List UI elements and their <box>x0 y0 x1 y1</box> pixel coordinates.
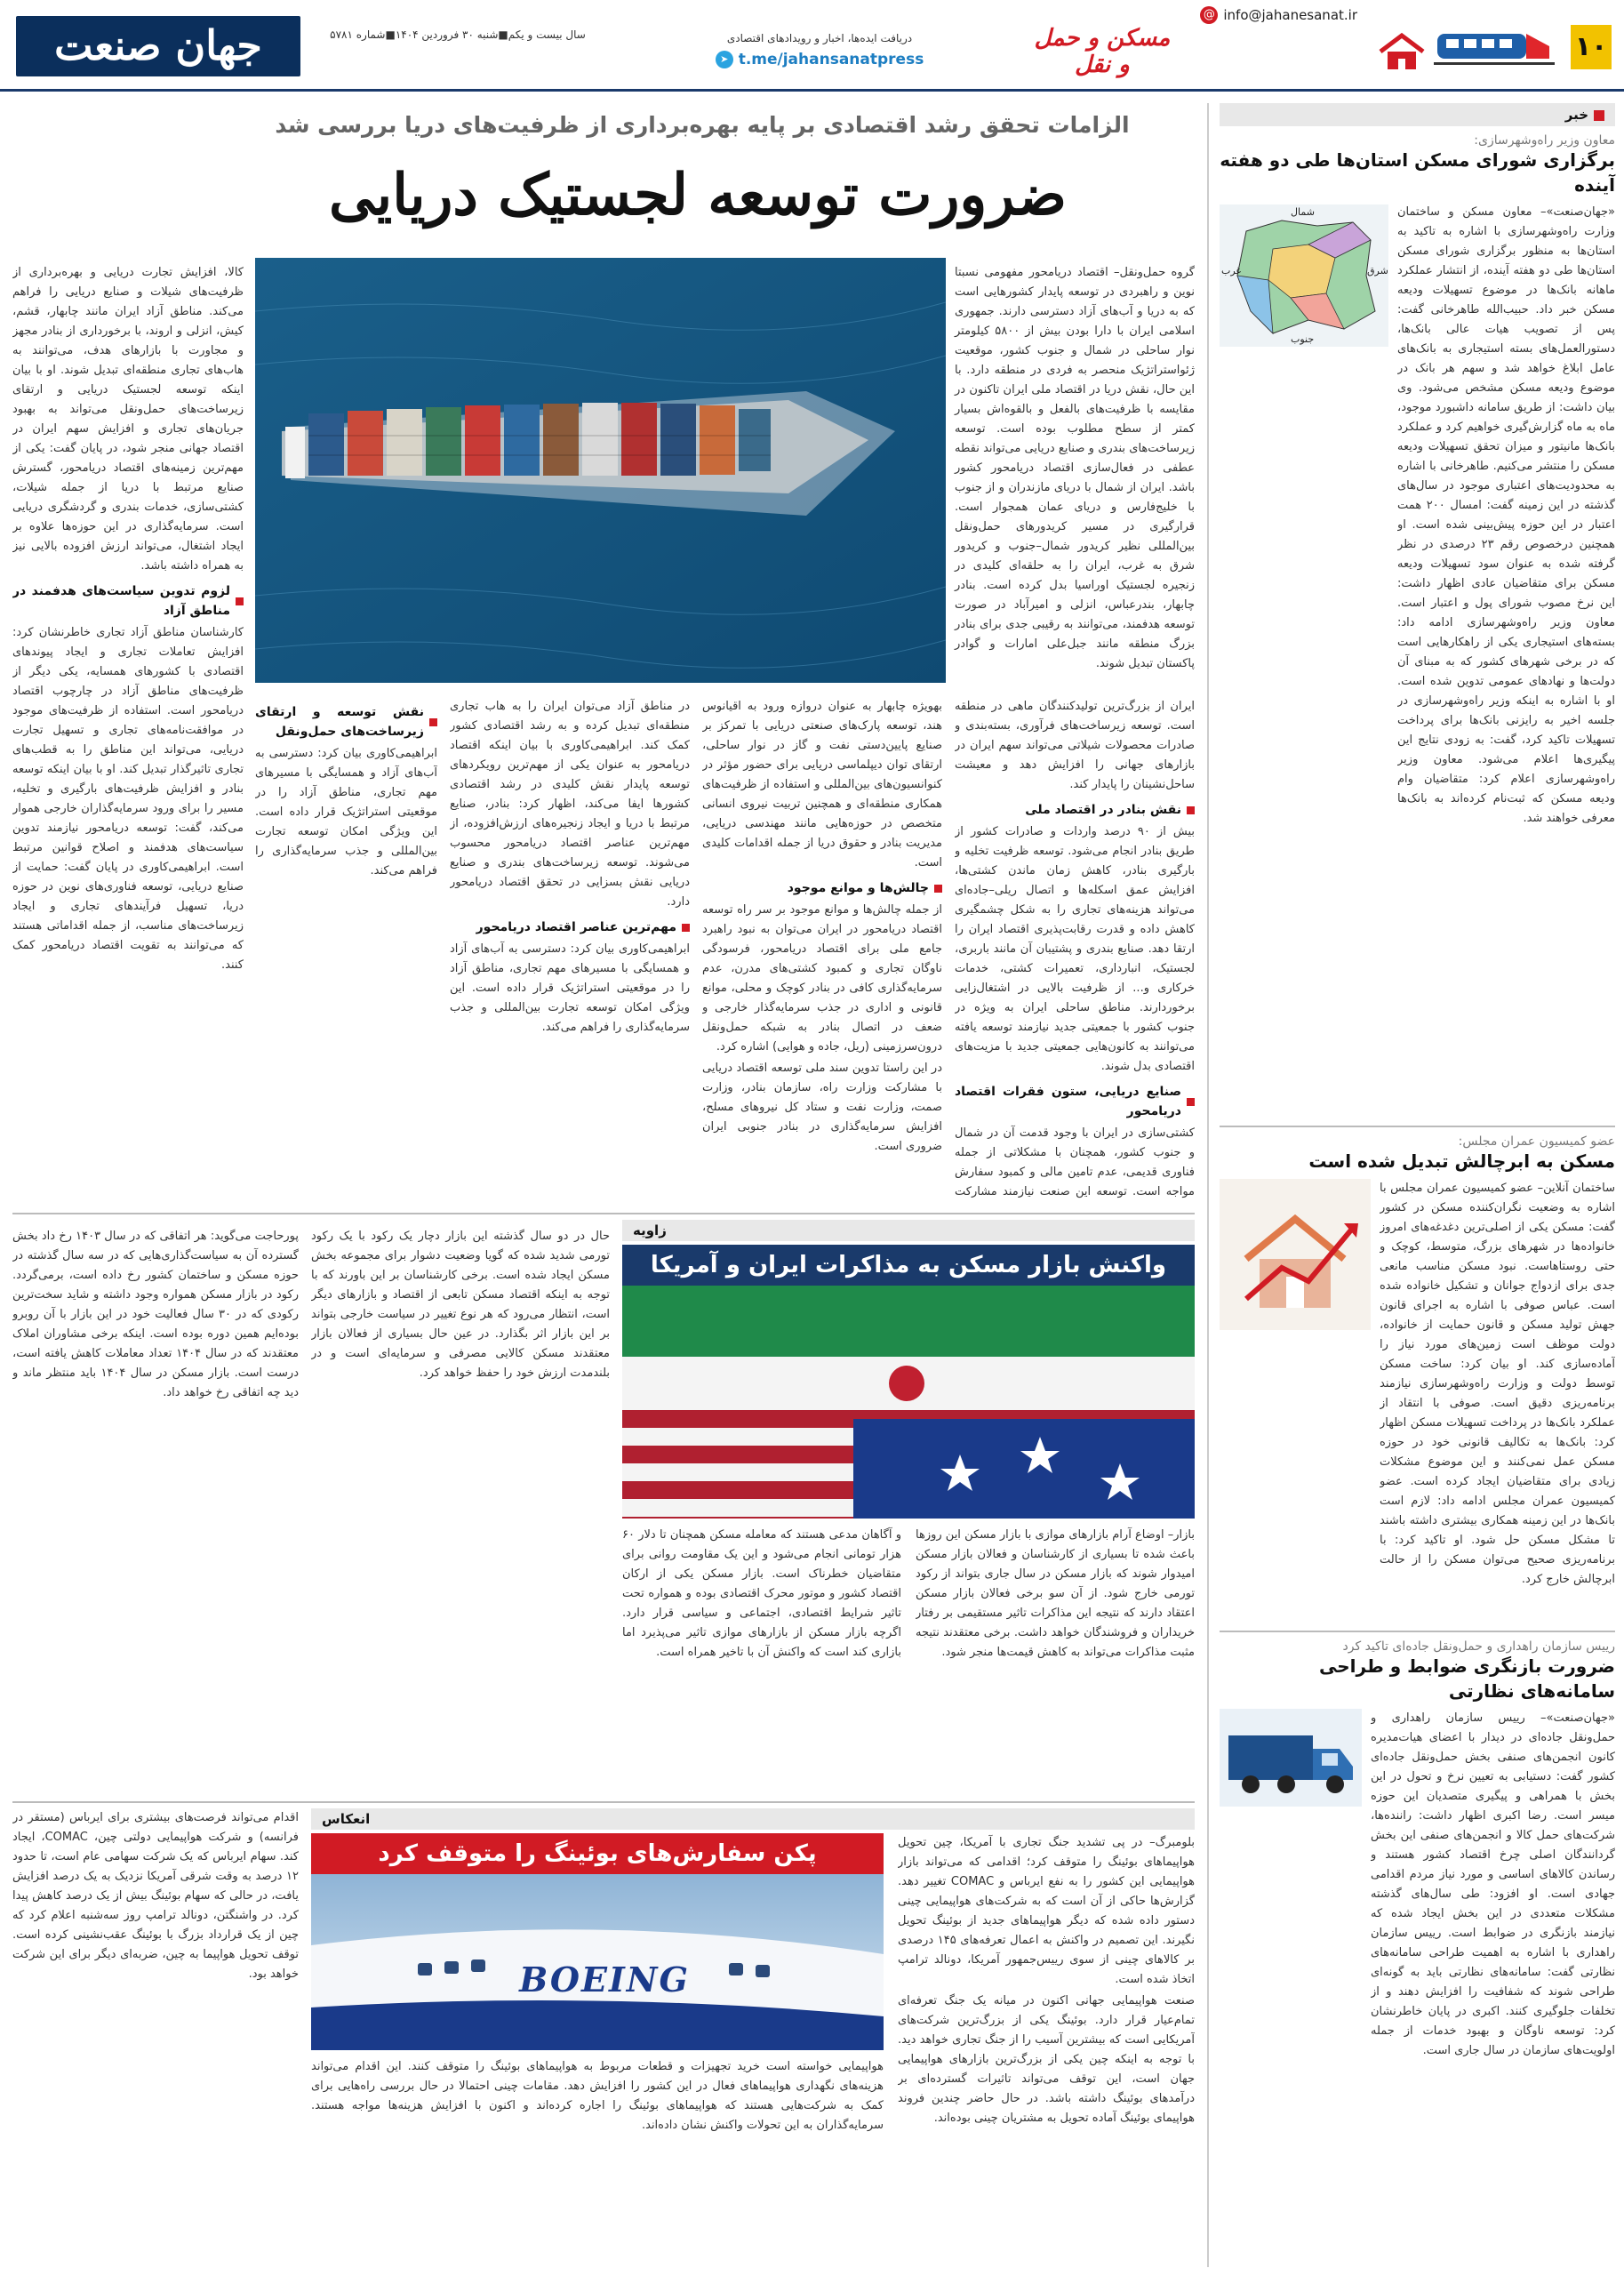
enekas-label: انعکاس <box>311 1808 1195 1830</box>
enekas-column-4 <box>12 1808 299 2265</box>
main-column-d <box>12 263 244 1204</box>
cargo-ship-image <box>255 258 946 683</box>
header-divider <box>0 89 1624 92</box>
col-a-text: ایران از بزرگ‌ترین تولیدکنندگان ماهی در منطقه است. توسعه زیرساخت‌های فرآوری، بسته‌بندی و صادرات محصولات شیلاتی می‌تواند سهم ایران در بازارهای جهانی را افزایش دهد و معیشت ساحل‌نشینان را پایدار کند. <box>955 700 1195 791</box>
zavieh-column-1 <box>916 1526 1195 1792</box>
tag-marker-icon <box>1594 110 1604 121</box>
news1-body: «جهان‌صنعت»– معاون مسکن و ساختمان وزارت راه‌وشهرسازی با اشاره به تاکید به استان‌ها به منظور برگزاری شورای مسکن استان‌ها طی دو هفته آینده، از انتشار عملکرد ماهانه بانک‌ها در موضوع تسهیلات ودیعه مسکن خبر داد. حبیب‌الله طاهرخانی گفت: پس از تصویب هیات عالی بانک‌ها، دستورالعمل‌های بسته استیجاری به بانک‌های عامل ابلاغ خواهد شد و سهم هر بانک در موضوع ودیعه مسکن مشخص می‌شود. وی بیان داشت: از طریق سامانه داشبورد موجود، ماه به ماه گزارش‌گیری خواهیم کرد و عملکرد بانک‌ها مانیتور و میزان تحقق تسهیلات ودیعه مسکن را منتشر می‌کنیم. طاهرخانی با اشاره به محدودیت‌های اعتباری موجود در سال‌های گذشته در این زمینه گفت: امسال ۲۰۰ همت اعتبار در این حوزه پیش‌بینی شده است. او همچنین درخصوص رقم ۲۳ درصدی در نظر گرفته شده به عنوان سود تسهیلات ودیعه مسکن برای متقاضیان عادی اظهار داشت: این نرخ مصوب شورای پول و اعتبار است. معاون وزیر راه‌وشهرسازی ادامه داد: بسته‌های استیجاری یکی از راهکارهایی است که در برخی شهرهای کشور که به مبنای آن دولت‌ها و نهادهای عمومی تدوین شده است. او با اشاره به اینکه وزیر راه‌وشهرسازی در جلسه اخیر به رایزنی بانک‌ها برای پرداخت تسهیلات تاکید کرد، گفت: به زودی نتایج این پیگیری‌ها اعلام می‌شود. معاون وزیر راه‌وشهرسازی اعلام کرد: متقاضیان وام ودیعه مسکن که ثبت‌نام کرده‌اند به بانک‌ها معرفی خواهند شد. <box>1397 205 1615 825</box>
news2-kicker: عضو کمیسیون عمران مجلس: <box>1458 1134 1615 1149</box>
main-column-c2 <box>255 697 437 1204</box>
lead-paragraph: گروه حمل‌ونقل– اقتصاد دریامحور مفهومی نسبتا نوین و راهبردی در توسعه پایدار کشورهایی است که به دریا و آب‌های آزاد دسترسی دارند. جمهوری اسلامی ایران با دارا بودن بیش از ۵۸۰۰ کیلومتر نوار ساحلی در شمال و جنوب کشور، موقعیت ژئواستراتژیک منحصر به فردی در منطقه دارد. با این حال، نقش دریا در اقتصاد ملی ایران تاکنون در مقایسه با ظرفیت‌های بالفعل و بالقوه‌اش بسیار کمتر از سطح مطلوب بوده است. توسعه زیرساخت‌های بندری و صنایع دریایی می‌تواند نقطه عطفی در فعال‌سازی اقتصاد دریامحور کشور باشد. ایران از شمال با دریای مازندران و از جنوب با خلیج‌فارس و دریای عمان همجوار است. قرارگیری در مسیر کریدورهای حمل‌ونقل بین‌المللی نظیر کریدور شمال–جنوب و کریدور شرق به غرب، ایران را به حلقه‌ای کلیدی در زنجیره لجستیک اوراسیا بدل کرده است. بنادر چابهار، بندرعباس، انزلی و امیرآباد در صورت توسعه هدفمند، می‌توانند به رقیبی جدی برای بنادر بزرگ منطقه مانند جبل‌علی امارات و گوادر پاکستان تبدیل شوند. <box>955 266 1195 670</box>
zavieh-column-2 <box>622 1526 901 1792</box>
enekas-col4-text: اقدام می‌تواند فرصت‌های بیشتری برای ایرباس (مستقر در فرانسه) و شرکت هواپیمایی دولتی چین، COMAC، ایجاد کند. سهام ایرباس که یک شرکت سهامی عام است، تا حدود ۱۲ درصد به وقت شرقی آمریکا نزدیک به یک درصد افزایش یافت، در حالی که سهام بوئینگ بیش از یک درصد کاهش پیدا کرد. در واشنگتن، دونالد ترامپ روز سه‌شنبه اعلام کرد که چین از یک قرارداد بزرگ با بوئینگ عقب‌نشینی کرده است. توقف تحویل هواپیما به چین، ضربه‌ای دیگر برای این شرکت خواهد بود. <box>12 1811 299 1981</box>
bullet-square-icon <box>1187 1098 1195 1106</box>
enekas-column-1 <box>898 1833 1195 2265</box>
telegram-note: دریافت ایده‌ها، اخبار و رویدادهای اقتصادی <box>726 32 913 44</box>
sidebar-divider-1 <box>1220 1126 1615 1127</box>
zavieh-title: واکنش بازار مسکن به مذاکرات ایران و آمریکا <box>622 1245 1195 1286</box>
house-icon <box>1375 32 1428 71</box>
enekas-column-3 <box>311 2057 884 2265</box>
sidebar-divider <box>1207 103 1209 2267</box>
news1-title: برگزاری شورای مسکن استان‌ها طی دو هفته آینده <box>1220 149 1615 196</box>
col-a-text-2: بیش از ۹۰ درصد واردات و صادرات کشور از طریق بنادر انجام می‌شود. توسعه ظرفیت تخلیه و بارگیری بنادر، کاهش زمان ماندن کشتی‌ها، افزایش عمق اسکله‌ها و اتصال ریلی–جاده‌ای می‌تواند هزینه‌های تجاری را به شکل چشمگیری کاهش داده و قدرت رقابت‌پذیری اقتصاد ایران را ارتقا دهد. صنایع بندری و پشتیبان آن مانند باربری، لجستیک، انبارداری، تعمیرات کشتی، خدمات خرکاری و... از ظرفیت بالایی در اشتغال‌زایی برخوردارند. مناطق ساحلی ایران به ویژه در جنوب کشور با جمعیتی جدید نیازمند توسعه یافته می‌توانند به کانون‌هایی جمعیتی جدید با مزیت‌های اقتصادی بدل شوند. <box>955 825 1195 1073</box>
col-b-text-2: از جمله چالش‌ها و موانع موجود بر سر راه توسعه اقتصاد دریامحور در ایران می‌توان به نبود راهبرد جامع ملی برای اقتصاد دریامحور، فرسودگی ناوگان تجاری و کمبود کشتی‌های مدرن، عدم سرمایه‌گذاری کافی در بنادر کوچک و محلی، موانع قانونی و اداری در جذب سرمایه‌گذار خارجی و ضعف در اتصال بنادر به شبکه حمل‌ونقل درون‌سرزمینی (ریل، جاده و هوایی) اشاره کرد. <box>702 903 942 1054</box>
subhead-elements: مهم‌ترین عناصر اقتصاد دریامحور <box>450 918 690 937</box>
map-label-west: غرب <box>1221 265 1242 276</box>
sidebar-divider-2 <box>1220 1631 1615 1632</box>
col-c-text: در مناطق آزاد می‌توان ایران را به هاب تجاری منطقه‌ای تبدیل کرده و به رشد اقتصادی کشور کمک کند. ابراهیمی‌کاوری با بیان اینکه اقتصاد دریامحور به عنوان یکی از مهم‌ترین رویکردهای توسعه پایدار نقش کلیدی در رشد اقتصادی کشورها ایفا می‌کند، اظهار کرد: بنادر، صنایع مرتبط با دریا و ایجاد زنجیره‌های ارزش‌افزوده، از مهم‌ترین عناصر اقتصاد دریامحور محسوب می‌شوند. توسعه زیرساخت‌های بندری و صنایع دریایی نقش بسزایی در تحقق اقتصاد دریامحور دارد. <box>450 700 690 909</box>
subhead-challenges: چالش‌ها و موانع موجود <box>702 878 942 898</box>
bullet-square-icon <box>934 885 942 893</box>
subhead-policies: لزوم تدوین سیاست‌های هدفمند در مناطق آزاد <box>12 581 244 621</box>
news2-body: ساختمان آنلاین– عضو کمیسیون عمران مجلس با اشاره به وضعیت نگران‌کننده مسکن در کشور گفت: مسکن یکی از اصلی‌ترین دغدغه‌های امروز خانواده‌ها در شهرهای بزرگ، متوسط، کوچک و حتی روستاهاست. نبود مسکن مناسب مانعی جدی برای ازدواج جوانان و تشکیل خانواده شده است. عباس صوفی با اشاره به اجرای قانون جهش تولید مسکن و قانون حمایت از خانواده، دولت موظف است زمین‌های مورد نیاز را آماده‌سازی کند. او بیان کرد: ساخت مسکن توسط دولت و وزارت راه‌وشهرسازی نیازمند برنامه‌ریزی دقیق است. صوفی با انتقاد از عملکرد بانک‌ها در پرداخت تسهیلات مسکن اظهار کرد: بانک‌ها به تکالیف قانونی خود در حوزه مسکن عمل نمی‌کنند و این موضوع مشکلات زیادی برای متقاضیان ایجاد کرده است. عضو کمیسیون عمران مجلس ادامه داد: لازم است بانک‌ها در این زمینه همکاری بیشتری داشته باشند تا مشکل مسکن حل شود. او تاکید کرد: با برنامه‌ریزی صحیح می‌توان مسکن را از حالت ابرچالش خارج کرد. <box>1380 1182 1615 1586</box>
enekas-col1-text: بلومبرگ– در پی تشدید جنگ تجاری با آمریکا، چین تحویل هواپیماهای بوئینگ را متوقف کرد؛ اقدامی که می‌تواند بازار هواپیمایی این کشور را به نفع ایرباس و COMAC تغییر دهد. گزارش‌ها حاکی از آن است که به شرکت‌های هواپیمایی چینی دستور داده شده که دیگر هواپیماهای جدید از بوئینگ تحویل نگیرند. این تصمیم در واکنش به اعمال تعرفه‌های ۱۴۵ درصدی بر کالاهای چینی از سوی رییس‌جمهور آمریکا، دونالد ترامپ اتخاذ شده است. <box>898 1836 1195 1986</box>
map-label-north: شمال <box>1291 206 1315 218</box>
bullet-square-icon <box>1187 806 1195 814</box>
boeing-wordmark: BOEING <box>519 1959 690 2000</box>
col-b-text-3: در این راستا تدوین سند ملی توسعه اقتصاد دریایی با مشارکت وزارت راه، سازمان بنادر، وزارت صمت، وزارت نفت و ستاد کل نیروهای مسلح، افزایش سرمایه‌گذاری در بنادر جنوبی ایران ضروری است. <box>702 1062 942 1153</box>
news3-body: «جهان‌صنعت»– رییس سازمان راهداری و حمل‌ونقل جاده‌ای در دیدار با اعضای هیات‌مدیره کانون انجمن‌های صنفی بخش حمل‌ونقل جاده‌ای کشور گفت: دستیابی به تعیین نرخ و تحول در این بخش با همراهی و پیگیری متصدیان این حوزه میسر است. رضا اکبری اظهار داشت: راننده‌ها، شرکت‌های حمل کالا و انجمن‌های صنفی این بخش گردانندگان اصلی چرخ اقتصاد کشور هستند و رساندن کالاهای اساسی و مورد نیاز مردم اقدامی جهادی است. او افزود: طی سال‌های گذشته مشکلات متعددی در این بخش ایجاد شده که نیازمند بازنگری در ضوابط است. رییس سازمان راهداری با اشاره به اهمیت طراحی سامانه‌های نظارتی گفت: سامانه‌های نظارتی باید به گونه‌ای طراحی شوند که شفافیت را افزایش دهند و از تخلفات جلوگیری کنند. اکبری در پایان خاطرنشان کرد: توسعه ناوگان و بهبود خدمات از جمله اولویت‌های سازمان در سال جاری است. <box>1371 1711 1615 2057</box>
col-a-text-3: کشتی‌سازی در ایران با وجود قدمت آن در شمال و جنوب کشور، همچنان با مشکلاتی از جمله فناوری قدیمی، عدم تامین مالی و کمبود سفارش مواجه است. توسعه این صنعت نیازمند مشارکت <box>955 1126 1195 1198</box>
subhead-marine-industries: صنایع دریایی، ستون فقرات اقتصاد دریامحور <box>955 1082 1195 1121</box>
zavieh-col4-text: پورحاجت می‌گوید: هر اتفاقی که در سال ۱۴۰۳ رخ داد بخش گسترده آن به سیاست‌گذاری‌هایی که در سه سال گذشته در حوزه مسکن و ساختمان کشور رخ داده است، برمی‌گردد. رکود در بازار مسکن همواره وجود داشته و شاید سخت‌ترین رکودی که در ۳۰ سال فعالیت خود در این بازار با آن روبرو بوده‌ایم همین دوره بوده است. اینکه برخی مشاوران املاک معتقدند که در سال ۱۴۰۴ تعداد معاملات کاهش یافته است، درست است. بازار مسکن در سال ۱۴۰۴ باید منتظر ماند و دید چه اتفاقی رخ خواهد داد. <box>12 1230 299 1399</box>
page-header <box>0 0 1624 89</box>
telegram-link[interactable]: ➤ t.me/jahansanatpress <box>677 48 962 71</box>
boeing-plane-image <box>311 1874 884 2050</box>
main-article-divider <box>12 1213 1195 1214</box>
map-label-east: شرق <box>1367 265 1388 276</box>
zavieh-col3-text: حال در دو سال گذشته این بازار دچار یک رکود با یک رکود تورمی شدید شده که گویا وضعیت دشوار برای مجموعه بخش مسکن ایجاد شده است. برخی کارشناسان بر این باورند که با توجه به اینکه اقتصاد مسکن تابعی از اقتصاد و بازارهای دیگر است، انتظار می‌رود که هر نوع تغییر در سیاست خارجی بتواند بر این بازار اثر بگذارد. در عین حال بسیاری از فعالان بازار معتقدند مسکن کالایی مصرفی و سرمایه‌ای است و در بلندمدت ارزش خود را حفظ خواهد کرد. <box>311 1230 610 1380</box>
truck-image <box>1220 1709 1362 1807</box>
email-icon: @ <box>1200 6 1218 24</box>
iran-us-flags-image <box>622 1286 1195 1519</box>
section-title: مسکن و حمل و نقل <box>1034 25 1171 78</box>
train-icon <box>1434 25 1558 69</box>
news3-kicker: رییس سازمان راهداری و حمل‌ونقل جاده‌ای تاکید کرد <box>1342 1639 1615 1654</box>
sidebar <box>1220 103 1615 2267</box>
subhead-ports: نقش بنادر در اقتصاد ملی <box>955 800 1195 820</box>
house-chart-image <box>1220 1179 1371 1330</box>
edition-info: سال بیست و یکم■شنبه ۳۰ فروردین ۱۴۰۴■شماره ۵۷۸۱ <box>330 28 586 41</box>
zavieh-col1-text: بازار– اوضاع آرام بازارهای موازی با بازار مسکن این روزها باعث شده تا بسیاری از کارشناسان و فعالان بازار مسکن امیدوار شوند که بازار مسکن در سال جاری بتواند از رکود تورمی خارج شود. از آن سو برخی فعالان بازار مسکن اعتقاد دارند که نتیجه این مذاکرات تاثیر مستقیمی بر رفتار خریداران و فروشندگان خواهد داشت. برخی معتقدند نتیجه مثبت مذاکرات می‌تواند به کاهش قیمت‌ها منجر شود. <box>916 1528 1195 1659</box>
zavieh-label: زاویه <box>622 1220 1195 1241</box>
zavieh-col2-text: و آگاهان مدعی هستند که معامله مسکن همچنان تا دلار ۶۰ هزار تومانی انجام می‌شود و این یک مقاومت روانی برای متقاضیان خطرناک است. بازار مسکن یکی از ارکان اقتصاد کشور و موتور محرک اقتصادی بوده و همواره تحت تاثیر شرایط اقتصادی، اجتماعی و سیاسی قرار دارد. اگرچه بازار مسکن از بازارهای موازی تاثیر می‌پذیرد اما بازاری کند است که واکنش آن با تاخیر همراه است. <box>622 1528 901 1659</box>
email-address[interactable]: @ info@jahanesanat.ir <box>1200 5 1357 25</box>
col-b-text: بهویژه چابهار به عنوان دروازه ورود به اقیانوس هند، توسعه پارک‌های صنعتی دریایی با تمرکز بر صنایع پایین‌دستی نفت و گاز در نوار ساحلی، ارتقای توان دیپلماسی دریایی برای حضور مؤثر در کنوانسیون‌های بین‌المللی و استفاده از ظرفیت‌های همکاری منطقه‌ای و همچنین تربیت نیروی انسانی متخصص در حوزه‌هایی مانند مهندسی دریایی، مدیریت بنادر و حقوق دریا از جمله اقدامات کلیدی است. <box>702 700 942 870</box>
main-lead-column <box>955 263 1195 676</box>
main-column-a <box>955 697 1195 1204</box>
news2-title: مسکن به ابرچالش تبدیل شده است <box>1308 1150 1615 1172</box>
map-label-south: جنوب <box>1291 333 1315 345</box>
bullet-square-icon <box>429 718 437 726</box>
news-label: خبر <box>1220 103 1615 126</box>
iran-map-image <box>1220 204 1388 347</box>
col-c2-text: ابراهیمی‌کاوری بیان کرد: دسترسی به آب‌های آزاد و همسایگی با مسیرهای مهم تجاری، مناطق آزاد را در موقعیتی استراتژیک قرار داده است. این ویژگی امکان توسعه تجارت بین‌المللی و جذب سرمایه‌گذاری را فراهم می‌کند. <box>255 747 437 878</box>
main-title: ضرورت توسعه لجستیک دریایی <box>329 162 1067 228</box>
page-number: ۱۰ <box>1571 25 1612 69</box>
enekas-col2-text: صنعت هواپیمایی جهانی اکنون در میانه یک جنگ تعرفه‌ای تمام‌عیار قرار دارد. بوئینگ یکی از بزرگ‌ترین شرکت‌های آمریکایی است که بیشترین آسیب را از جنگ تجاری خواهد دید. با توجه به اینکه چین یکی از بزرگ‌ترین بازارهای هواپیمایی جهان است، این توقف می‌تواند تاثیرات گسترده‌ای بر درآمدهای بوئینگ داشته باشد. در حال حاضر چندین فروند هواپیمای بوئینگ آماده تحویل به مشتریان چینی بوده‌اند. <box>898 1994 1195 2125</box>
main-kicker: الزامات تحقق رشد اقتصادی بر پایه بهره‌برداری از ظرفیت‌های دریا بررسی شد <box>275 112 1130 138</box>
main-column-b <box>702 697 942 1204</box>
main-column-c <box>450 697 690 1204</box>
zavieh-column-4 <box>12 1227 299 1792</box>
news1-kicker: معاون وزیر راه‌وشهرسازی: <box>1474 133 1615 148</box>
subhead-infrastructure: نقش توسعه و ارتقای زیرساخت‌های حمل‌ونقل <box>255 702 437 741</box>
col-d-text-2: کارشناسان مناطق آزاد تجاری خاطرنشان کرد: افزایش تعاملات تجاری و ایجاد پیوندهای اقتصادی با کشورهای همسایه، یکی دیگر از ظرفیت‌های مناطق آزاد در چارچوب اقتصاد دریامحور است. استفاده از ظرفیت‌های موجود در موافقت‌نامه‌های تجاری و تسهیل تجارت دریایی، می‌تواند این مناطق را به قطب‌های تجاری تاثیرگذار تبدیل کند. او با بیان اینکه توسعه بنادر و افزایش ظرفیت‌های بارگیری و تخلیه، مسیر را برای ورود سرمایه‌گذاران خارجی هموار می‌کند، گفت: توسعه دریامحور نیازمند تدوین سیاست‌های هدفمند و اصلاح قوانین مرتبط است. ابراهیمی‌کاوری در پایان گفت: حمایت از صنایع دریایی، توسعه فناوری‌های نوین در حوزه دریا، تسهیل فرآیندهای تجاری و ایجاد زیرساخت‌های مناسب، از جمله اقداماتی هستند که می‌توانند به تقویت اقتصاد دریامحور کمک کنند. <box>12 626 244 972</box>
zavieh-column-3 <box>311 1227 610 1792</box>
news3-title: ضرورت بازنگری ضوابط و طراحی سامانه‌های نظارتی <box>1319 1655 1615 1702</box>
bullet-square-icon <box>236 597 244 605</box>
col-d-text: کالا، افزایش تجارت دریایی و بهره‌برداری از ظرفیت‌های شیلات و صنایع دریایی را فراهم می‌کند. مناطق آزاد ایران مانند چابهار، قشم، کیش، انزلی و اروند، با برخورداری از بنادر مجهز و مجاورت با بازارهای هدف، می‌توانند به هاب‌های تجاری منطقه‌ای تبدیل شوند. او با بیان اینکه توسعه لجستیک دریایی و ارتقای زیرساخت‌های حمل‌ونقل می‌تواند به بهبود جریان‌های تجاری و افزایش سهم ایران در اقتصاد جهانی منجر شود، در پایان گفت: یکی از مهم‌ترین زمینه‌های اقتصاد دریامحور، گسترش صنایع مرتبط با دریا از جمله شیلات، کشتی‌سازی، خدمات بندری و گردشگری دریایی است. سرمایه‌گذاری در این حوزه‌ها علاوه بر ایجاد اشتغال، می‌تواند ارزش افزوده بالایی نیز به همراه داشته باشد. <box>12 266 244 573</box>
enekas-title: پکن سفارش‌های بوئینگ را متوقف کرد <box>311 1833 884 1874</box>
telegram-icon: ➤ <box>716 51 733 68</box>
col-c-text-2: ابراهیمی‌کاوری بیان کرد: دسترسی به آب‌های آزاد و همسایگی با مسیرهای مهم تجاری، مناطق آزاد را در موقعیتی استراتژیک قرار داده است. این ویژگی امکان توسعه تجارت بین‌المللی و جذب سرمایه‌گذاری را فراهم می‌کند. <box>450 942 690 1034</box>
zavieh-divider <box>12 1801 1195 1803</box>
bullet-square-icon <box>682 924 690 932</box>
newspaper-logo: جهان صنعت <box>16 16 300 76</box>
enekas-col3-text: هواپیمایی خواسته است خرید تجهیزات و قطعات مربوط به هواپیماهای بوئینگ را متوقف کنند. این اقدام می‌تواند هزینه‌های نگهداری هواپیماهای فعال در این کشور را افزایش دهد. مقامات چینی احتمالا در حال بررسی راه‌هایی برای کمک به شرکت‌هایی هستند که هواپیماهای بوئینگ را اجاره کرده‌اند و اکنون با افزایش هزینه‌ها مواجه هستند. سرمایه‌گذاران به این تحولات واکنش نشان داده‌اند. <box>311 2060 884 2132</box>
